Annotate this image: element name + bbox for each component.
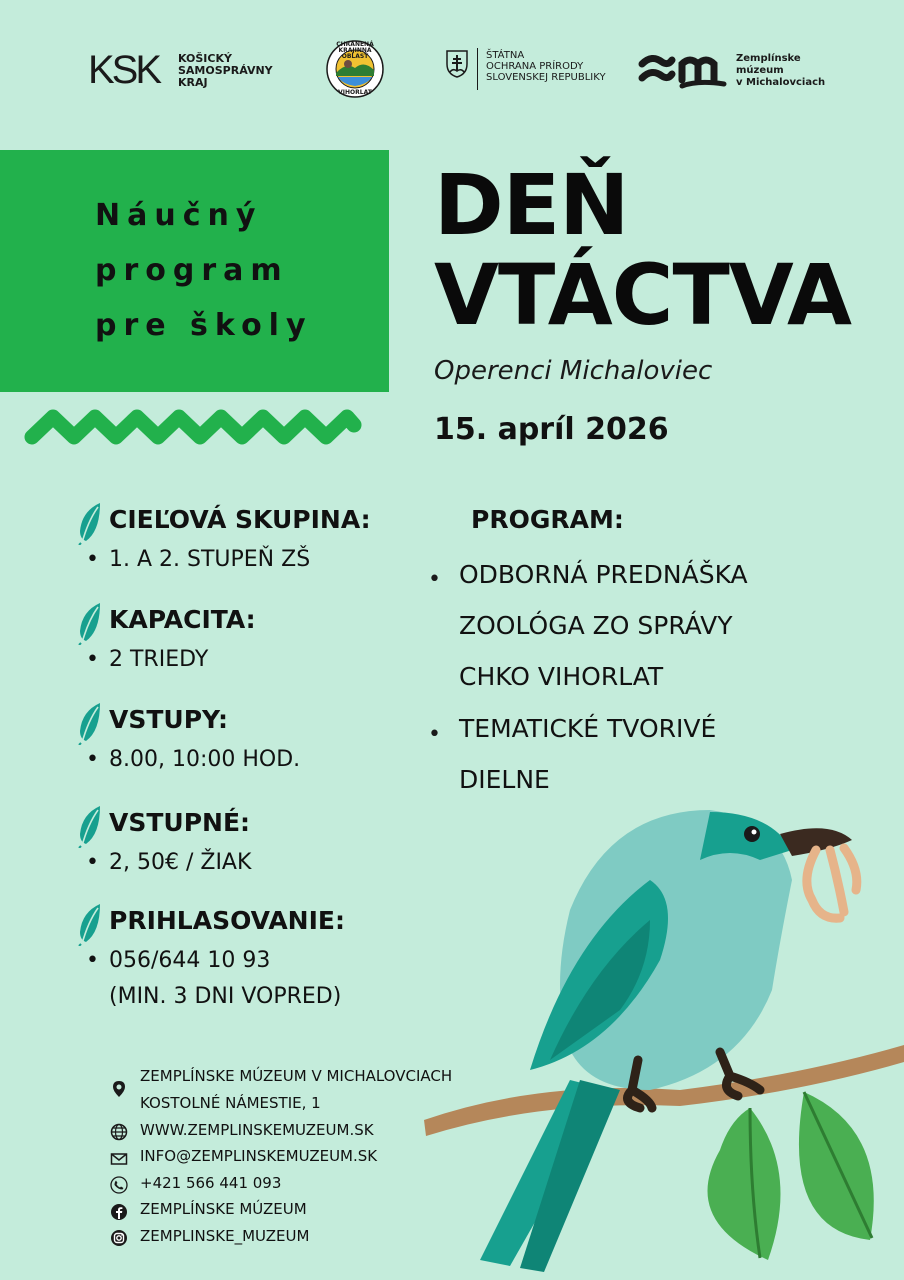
info-value: 056/644 10 93 [109,948,271,973]
program-bullet-1: • [428,567,441,592]
sop-divider [477,48,478,90]
program-item2-line1: TEMATICKÉ TVORIVÉ [459,714,717,743]
contact-address-line1: ZEMPLÍNSKE MÚZEUM V MICHALOVCIACH [140,1067,453,1085]
program-heading: PROGRAM: [471,505,624,534]
feather-icon [76,501,104,545]
zm-line1: Zemplínske [736,53,801,64]
info-value: 8.00, 10:00 HOD. [109,747,301,772]
contact-facebook[interactable]: ZEMPLÍNSKE MÚZEUM [140,1200,307,1218]
instagram-icon [110,1229,128,1247]
sop-line1: ŠTÁTNA [486,50,525,61]
sop-logo-text [486,50,646,83]
zm-line3: v Michalovciach [736,77,826,88]
event-title-line2: VTÁCTVA [434,246,852,344]
promo-line1: Náučný [95,198,263,233]
slovak-coat-of-arms-icon [446,50,468,78]
feather-icon [76,804,104,848]
info-heading: PRIHLASOVANIE: [109,906,345,935]
promo-line3: pre školy [95,308,313,343]
feather-icon [76,601,104,645]
info-heading: KAPACITA: [109,605,256,634]
program-item1-line3: CHKO VIHORLAT [459,662,664,691]
event-title [434,156,852,344]
info-value: 2, 50€ / ŽIAK [109,850,252,875]
chko-ring-top: CHRÁNENÁ KRAJINNÁ OBLASŤ [336,41,374,60]
info-bullet: • [86,647,99,672]
contact-web[interactable]: WWW.ZEMPLINSKEMUZEUM.SK [140,1121,374,1139]
zm-line2: múzeum [736,65,784,76]
zm-logo-text [736,53,856,89]
info-bullet: • [86,747,99,772]
phone-icon [110,1176,128,1194]
zigzag-decoration [22,405,364,451]
info-heading: VSTUPY: [109,705,228,734]
info-bullet: • [86,850,99,875]
ksk-line2: SAMOSPRÁVNY [178,64,273,77]
event-subtitle: Operenci Michaloviec [434,356,713,386]
program-item1-line1: ODBORNÁ PREDNÁŠKA [459,560,748,589]
chko-vihorlat-logo [326,40,384,98]
event-date: 15. apríl 2026 [434,412,669,447]
feather-icon [76,701,104,745]
location-pin-icon [110,1080,128,1098]
program-bullet-2: • [428,722,441,747]
sop-line3: SLOVENSKEJ REPUBLIKY [486,72,606,83]
promo-box [0,150,389,392]
contact-email[interactable]: INFO@ZEMPLINSKEMUZEUM.SK [140,1147,378,1165]
program-item2-line2: DIELNE [459,765,550,794]
envelope-icon [110,1150,128,1168]
info-bullet: • [86,948,99,973]
contact-address-line2: KOSTOLNÉ NÁMESTIE, 1 [140,1094,321,1112]
sop-line2: OCHRANA PRÍRODY [486,61,584,72]
info-value: 1. A 2. STUPEŇ ZŠ [109,547,311,572]
info-value: (MIN. 3 DNI VOPRED) [109,984,342,1009]
bird-illustration [420,790,904,1280]
ksk-line3: KRAJ [178,76,208,89]
info-value: 2 TRIEDY [109,647,209,672]
ksk-logo-text [178,53,298,89]
program-item1-line2: ZOOLÓGA ZO SPRÁVY [459,611,733,640]
info-heading: CIEĽOVÁ SKUPINA: [109,505,371,534]
event-title-line1: DEŇ [434,156,629,254]
promo-line2: program [95,253,289,288]
facebook-icon [110,1203,128,1221]
zm-logo-mark [638,50,728,90]
ksk-logo-mark: KSK [88,48,160,92]
globe-icon [110,1123,128,1141]
chko-ring-bottom: VIHORLAT [338,89,372,96]
info-heading: VSTUPNÉ: [109,808,251,837]
info-bullet: • [86,547,99,572]
contact-phone[interactable]: +421 566 441 093 [140,1174,282,1192]
contact-instagram[interactable]: ZEMPLINSKE_MUZEUM [140,1227,310,1245]
feather-icon [76,902,104,946]
ksk-line1: KOŠICKÝ [178,52,232,65]
